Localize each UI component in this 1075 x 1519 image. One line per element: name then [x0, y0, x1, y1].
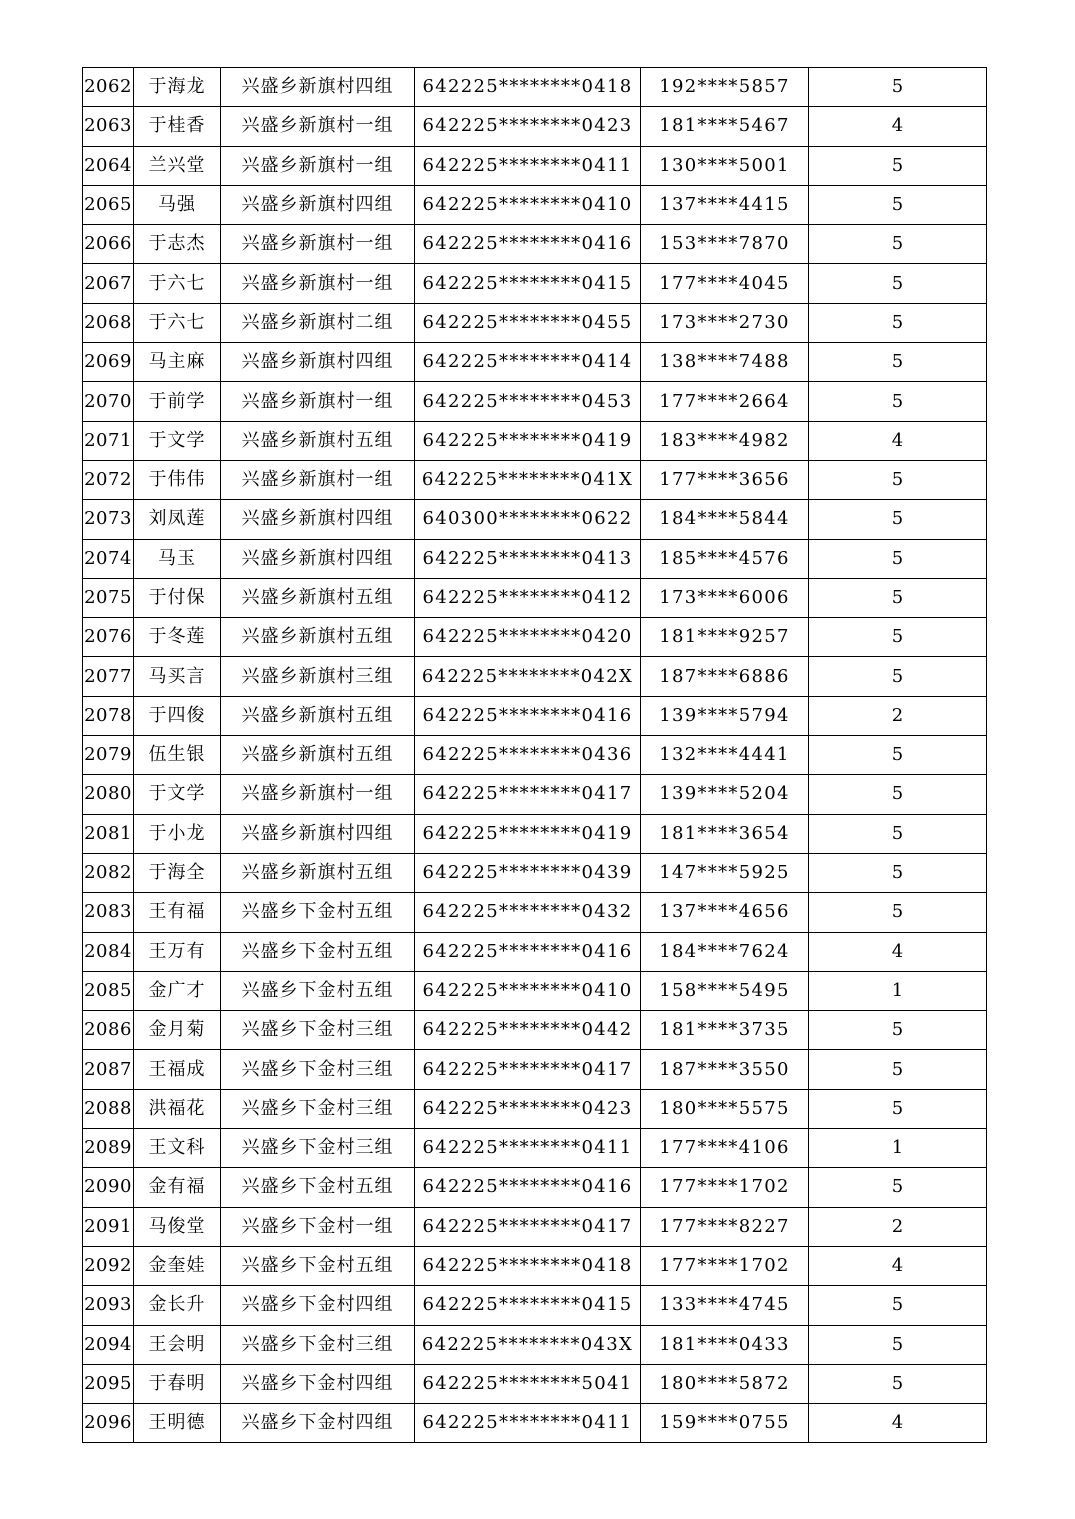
name-cell: 于海龙 — [134, 68, 221, 107]
id-number-cell: 642225********043X — [415, 1325, 641, 1364]
name-cell: 于六七 — [134, 303, 221, 342]
name-cell: 马俊堂 — [134, 1207, 221, 1246]
count-cell: 5 — [809, 1325, 987, 1364]
table-row — [83, 1246, 987, 1285]
serial-number-cell: 2088 — [83, 1089, 134, 1128]
address-cell: 兴盛乡新旗村五组 — [221, 736, 415, 775]
id-number-cell: 640300********0622 — [415, 500, 641, 539]
table-row — [83, 696, 987, 735]
phone-cell: 181****5467 — [641, 107, 809, 146]
id-number-cell: 642225********0436 — [415, 736, 641, 775]
address-cell: 兴盛乡新旗村四组 — [221, 185, 415, 224]
count-cell: 5 — [809, 1050, 987, 1089]
roster-table-body — [83, 68, 987, 1443]
name-cell: 王有福 — [134, 893, 221, 932]
table-row — [83, 1168, 987, 1207]
phone-cell: 173****2730 — [641, 303, 809, 342]
name-cell: 马买言 — [134, 657, 221, 696]
id-number-cell: 642225********042X — [415, 657, 641, 696]
id-number-cell: 642225********0417 — [415, 1207, 641, 1246]
address-cell: 兴盛乡新旗村四组 — [221, 500, 415, 539]
serial-number-cell: 2069 — [83, 343, 134, 382]
name-cell: 金有福 — [134, 1168, 221, 1207]
address-cell: 兴盛乡下金村三组 — [221, 1050, 415, 1089]
address-cell: 兴盛乡新旗村五组 — [221, 696, 415, 735]
count-cell: 1 — [809, 1129, 987, 1168]
serial-number-cell: 2084 — [83, 932, 134, 971]
name-cell: 马主麻 — [134, 343, 221, 382]
serial-number-cell: 2078 — [83, 696, 134, 735]
name-cell: 于前学 — [134, 382, 221, 421]
id-number-cell: 642225********0413 — [415, 539, 641, 578]
table-row — [83, 421, 987, 460]
address-cell: 兴盛乡新旗村四组 — [221, 814, 415, 853]
id-number-cell: 642225********0411 — [415, 146, 641, 185]
name-cell: 于海全 — [134, 853, 221, 892]
address-cell: 兴盛乡新旗村一组 — [221, 775, 415, 814]
table-row — [83, 618, 987, 657]
count-cell: 5 — [809, 775, 987, 814]
serial-number-cell: 2079 — [83, 736, 134, 775]
name-cell: 金长升 — [134, 1286, 221, 1325]
name-cell: 于伟伟 — [134, 460, 221, 499]
phone-cell: 184****5844 — [641, 500, 809, 539]
table-row — [83, 1129, 987, 1168]
count-cell: 5 — [809, 185, 987, 224]
count-cell: 5 — [809, 657, 987, 696]
count-cell: 4 — [809, 107, 987, 146]
address-cell: 兴盛乡新旗村三组 — [221, 657, 415, 696]
phone-cell: 184****7624 — [641, 932, 809, 971]
phone-cell: 177****8227 — [641, 1207, 809, 1246]
phone-cell: 181****0433 — [641, 1325, 809, 1364]
name-cell: 于文学 — [134, 775, 221, 814]
id-number-cell: 642225********0416 — [415, 1168, 641, 1207]
table-row — [83, 1364, 987, 1403]
id-number-cell: 642225********0417 — [415, 1050, 641, 1089]
address-cell: 兴盛乡新旗村一组 — [221, 460, 415, 499]
serial-number-cell: 2073 — [83, 500, 134, 539]
count-cell: 5 — [809, 1011, 987, 1050]
serial-number-cell: 2080 — [83, 775, 134, 814]
count-cell: 1 — [809, 971, 987, 1010]
table-row — [83, 539, 987, 578]
count-cell: 5 — [809, 853, 987, 892]
table-row — [83, 814, 987, 853]
phone-cell: 177****1702 — [641, 1168, 809, 1207]
serial-number-cell: 2087 — [83, 1050, 134, 1089]
id-number-cell: 642225********0410 — [415, 185, 641, 224]
id-number-cell: 642225********0423 — [415, 1089, 641, 1128]
table-row — [83, 225, 987, 264]
count-cell: 5 — [809, 303, 987, 342]
table-row — [83, 578, 987, 617]
table-row — [83, 264, 987, 303]
count-cell: 5 — [809, 1364, 987, 1403]
roster-table — [82, 67, 987, 1443]
id-number-cell: 642225********5041 — [415, 1364, 641, 1403]
address-cell: 兴盛乡下金村三组 — [221, 1325, 415, 1364]
serial-number-cell: 2083 — [83, 893, 134, 932]
count-cell: 2 — [809, 1207, 987, 1246]
count-cell: 5 — [809, 68, 987, 107]
table-row — [83, 657, 987, 696]
address-cell: 兴盛乡下金村四组 — [221, 1404, 415, 1443]
address-cell: 兴盛乡新旗村一组 — [221, 382, 415, 421]
table-row — [83, 303, 987, 342]
table-row — [83, 68, 987, 107]
table-row — [83, 1050, 987, 1089]
address-cell: 兴盛乡下金村一组 — [221, 1207, 415, 1246]
name-cell: 王会明 — [134, 1325, 221, 1364]
table-row — [83, 736, 987, 775]
address-cell: 兴盛乡新旗村五组 — [221, 618, 415, 657]
address-cell: 兴盛乡新旗村一组 — [221, 225, 415, 264]
table-row — [83, 343, 987, 382]
phone-cell: 137****4656 — [641, 893, 809, 932]
serial-number-cell: 2086 — [83, 1011, 134, 1050]
serial-number-cell: 2092 — [83, 1246, 134, 1285]
address-cell: 兴盛乡下金村五组 — [221, 932, 415, 971]
serial-number-cell: 2096 — [83, 1404, 134, 1443]
name-cell: 于志杰 — [134, 225, 221, 264]
serial-number-cell: 2062 — [83, 68, 134, 107]
id-number-cell: 642225********0419 — [415, 814, 641, 853]
id-number-cell: 642225********0442 — [415, 1011, 641, 1050]
address-cell: 兴盛乡新旗村五组 — [221, 421, 415, 460]
count-cell: 5 — [809, 539, 987, 578]
name-cell: 王明德 — [134, 1404, 221, 1443]
id-number-cell: 642225********0420 — [415, 618, 641, 657]
name-cell: 于付保 — [134, 578, 221, 617]
table-row — [83, 500, 987, 539]
count-cell: 5 — [809, 264, 987, 303]
serial-number-cell: 2072 — [83, 460, 134, 499]
count-cell: 5 — [809, 578, 987, 617]
address-cell: 兴盛乡新旗村四组 — [221, 343, 415, 382]
serial-number-cell: 2071 — [83, 421, 134, 460]
address-cell: 兴盛乡新旗村四组 — [221, 539, 415, 578]
serial-number-cell: 2085 — [83, 971, 134, 1010]
serial-number-cell: 2095 — [83, 1364, 134, 1403]
phone-cell: 137****4415 — [641, 185, 809, 224]
address-cell: 兴盛乡下金村五组 — [221, 971, 415, 1010]
phone-cell: 139****5794 — [641, 696, 809, 735]
table-row — [83, 1011, 987, 1050]
count-cell: 5 — [809, 893, 987, 932]
phone-cell: 147****5925 — [641, 853, 809, 892]
table-row — [83, 775, 987, 814]
phone-cell: 180****5575 — [641, 1089, 809, 1128]
id-number-cell: 642225********0418 — [415, 1246, 641, 1285]
phone-cell: 185****4576 — [641, 539, 809, 578]
serial-number-cell: 2094 — [83, 1325, 134, 1364]
count-cell: 5 — [809, 1168, 987, 1207]
serial-number-cell: 2091 — [83, 1207, 134, 1246]
count-cell: 4 — [809, 1404, 987, 1443]
phone-cell: 181****3654 — [641, 814, 809, 853]
phone-cell: 139****5204 — [641, 775, 809, 814]
table-row — [83, 1089, 987, 1128]
name-cell: 于四俊 — [134, 696, 221, 735]
serial-number-cell: 2067 — [83, 264, 134, 303]
name-cell: 马强 — [134, 185, 221, 224]
name-cell: 兰兴堂 — [134, 146, 221, 185]
phone-cell: 177****3656 — [641, 460, 809, 499]
name-cell: 于冬莲 — [134, 618, 221, 657]
table-row — [83, 893, 987, 932]
name-cell: 马玉 — [134, 539, 221, 578]
phone-cell: 180****5872 — [641, 1364, 809, 1403]
serial-number-cell: 2077 — [83, 657, 134, 696]
address-cell: 兴盛乡下金村三组 — [221, 1129, 415, 1168]
serial-number-cell: 2065 — [83, 185, 134, 224]
table-row — [83, 1207, 987, 1246]
address-cell: 兴盛乡下金村五组 — [221, 893, 415, 932]
name-cell: 于春明 — [134, 1364, 221, 1403]
address-cell: 兴盛乡下金村三组 — [221, 1011, 415, 1050]
phone-cell: 138****7488 — [641, 343, 809, 382]
name-cell: 金月菊 — [134, 1011, 221, 1050]
id-number-cell: 642225********041X — [415, 460, 641, 499]
address-cell: 兴盛乡下金村四组 — [221, 1286, 415, 1325]
name-cell: 金奎娃 — [134, 1246, 221, 1285]
address-cell: 兴盛乡新旗村一组 — [221, 107, 415, 146]
id-number-cell: 642225********0419 — [415, 421, 641, 460]
count-cell: 4 — [809, 421, 987, 460]
phone-cell: 177****4106 — [641, 1129, 809, 1168]
id-number-cell: 642225********0423 — [415, 107, 641, 146]
address-cell: 兴盛乡新旗村四组 — [221, 68, 415, 107]
serial-number-cell: 2074 — [83, 539, 134, 578]
address-cell: 兴盛乡新旗村五组 — [221, 853, 415, 892]
address-cell: 兴盛乡新旗村一组 — [221, 146, 415, 185]
phone-cell: 177****4045 — [641, 264, 809, 303]
count-cell: 5 — [809, 618, 987, 657]
id-number-cell: 642225********0418 — [415, 68, 641, 107]
id-number-cell: 642225********0412 — [415, 578, 641, 617]
id-number-cell: 642225********0439 — [415, 853, 641, 892]
serial-number-cell: 2076 — [83, 618, 134, 657]
phone-cell: 130****5001 — [641, 146, 809, 185]
id-number-cell: 642225********0416 — [415, 696, 641, 735]
phone-cell: 173****6006 — [641, 578, 809, 617]
id-number-cell: 642225********0414 — [415, 343, 641, 382]
serial-number-cell: 2090 — [83, 1168, 134, 1207]
serial-number-cell: 2063 — [83, 107, 134, 146]
phone-cell: 159****0755 — [641, 1404, 809, 1443]
id-number-cell: 642225********0432 — [415, 893, 641, 932]
table-row — [83, 853, 987, 892]
address-cell: 兴盛乡新旗村五组 — [221, 578, 415, 617]
count-cell: 5 — [809, 814, 987, 853]
id-number-cell: 642225********0453 — [415, 382, 641, 421]
table-row — [83, 146, 987, 185]
name-cell: 于桂香 — [134, 107, 221, 146]
id-number-cell: 642225********0411 — [415, 1404, 641, 1443]
phone-cell: 192****5857 — [641, 68, 809, 107]
phone-cell: 158****5495 — [641, 971, 809, 1010]
serial-number-cell: 2093 — [83, 1286, 134, 1325]
id-number-cell: 642225********0415 — [415, 264, 641, 303]
phone-cell: 177****2664 — [641, 382, 809, 421]
count-cell: 5 — [809, 225, 987, 264]
name-cell: 伍生银 — [134, 736, 221, 775]
name-cell: 刘凤莲 — [134, 500, 221, 539]
count-cell: 5 — [809, 146, 987, 185]
table-row — [83, 460, 987, 499]
phone-cell: 177****1702 — [641, 1246, 809, 1285]
address-cell: 兴盛乡新旗村一组 — [221, 264, 415, 303]
count-cell: 5 — [809, 1286, 987, 1325]
id-number-cell: 642225********0416 — [415, 932, 641, 971]
serial-number-cell: 2075 — [83, 578, 134, 617]
table-row — [83, 1325, 987, 1364]
table-row — [83, 971, 987, 1010]
phone-cell: 153****7870 — [641, 225, 809, 264]
serial-number-cell: 2082 — [83, 853, 134, 892]
name-cell: 王福成 — [134, 1050, 221, 1089]
address-cell: 兴盛乡下金村五组 — [221, 1168, 415, 1207]
table-row — [83, 1286, 987, 1325]
serial-number-cell: 2070 — [83, 382, 134, 421]
id-number-cell: 642225********0417 — [415, 775, 641, 814]
count-cell: 2 — [809, 696, 987, 735]
count-cell: 5 — [809, 1089, 987, 1128]
serial-number-cell: 2081 — [83, 814, 134, 853]
address-cell: 兴盛乡下金村三组 — [221, 1089, 415, 1128]
serial-number-cell: 2089 — [83, 1129, 134, 1168]
serial-number-cell: 2066 — [83, 225, 134, 264]
id-number-cell: 642225********0455 — [415, 303, 641, 342]
table-row — [83, 1404, 987, 1443]
count-cell: 5 — [809, 736, 987, 775]
id-number-cell: 642225********0415 — [415, 1286, 641, 1325]
id-number-cell: 642225********0416 — [415, 225, 641, 264]
phone-cell: 181****9257 — [641, 618, 809, 657]
table-row — [83, 107, 987, 146]
serial-number-cell: 2068 — [83, 303, 134, 342]
phone-cell: 132****4441 — [641, 736, 809, 775]
count-cell: 4 — [809, 1246, 987, 1285]
name-cell: 于文学 — [134, 421, 221, 460]
address-cell: 兴盛乡下金村五组 — [221, 1246, 415, 1285]
id-number-cell: 642225********0411 — [415, 1129, 641, 1168]
phone-cell: 187****6886 — [641, 657, 809, 696]
serial-number-cell: 2064 — [83, 146, 134, 185]
phone-cell: 181****3735 — [641, 1011, 809, 1050]
count-cell: 4 — [809, 932, 987, 971]
table-row — [83, 185, 987, 224]
name-cell: 于小龙 — [134, 814, 221, 853]
name-cell: 金广才 — [134, 971, 221, 1010]
count-cell: 5 — [809, 500, 987, 539]
count-cell: 5 — [809, 460, 987, 499]
address-cell: 兴盛乡新旗村二组 — [221, 303, 415, 342]
count-cell: 5 — [809, 382, 987, 421]
address-cell: 兴盛乡下金村四组 — [221, 1364, 415, 1403]
table-row — [83, 932, 987, 971]
count-cell: 5 — [809, 343, 987, 382]
id-number-cell: 642225********0410 — [415, 971, 641, 1010]
name-cell: 洪福花 — [134, 1089, 221, 1128]
name-cell: 王万有 — [134, 932, 221, 971]
phone-cell: 183****4982 — [641, 421, 809, 460]
name-cell: 于六七 — [134, 264, 221, 303]
phone-cell: 187****3550 — [641, 1050, 809, 1089]
name-cell: 王文科 — [134, 1129, 221, 1168]
phone-cell: 133****4745 — [641, 1286, 809, 1325]
table-row — [83, 382, 987, 421]
